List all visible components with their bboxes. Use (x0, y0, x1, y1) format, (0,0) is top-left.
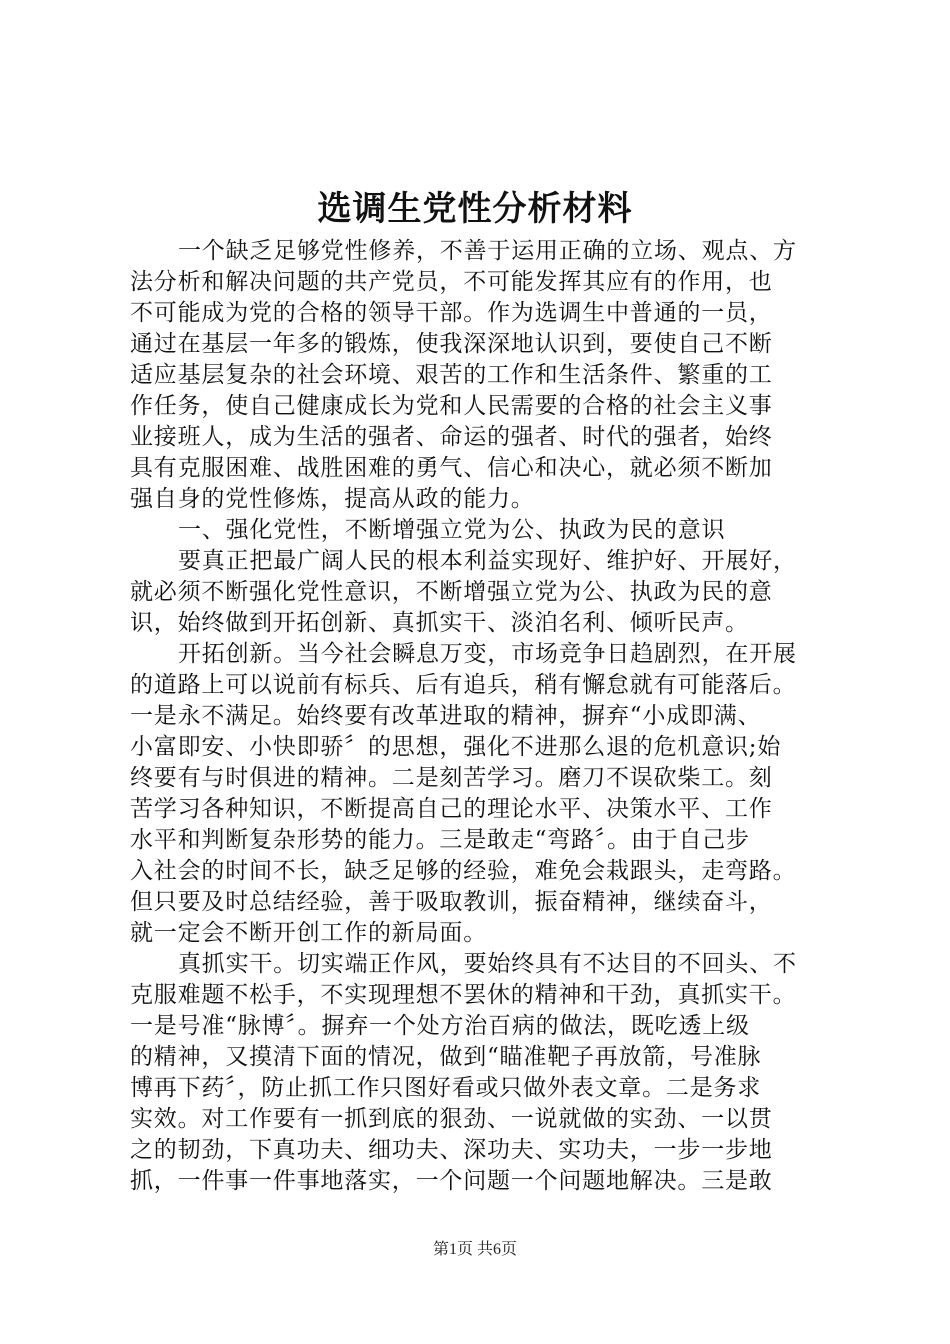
text-line: 抓，一件事一件事地落实，一个问题一个问题地解决。三是敢 (130, 1168, 773, 1194)
text-line: 识，始终做到开拓创新、真抓实干、淡泊名利、倾听民声。 (130, 610, 749, 636)
text-line: 业接班人，成为生活的强者、命运的强者、时代的强者，始终 (130, 424, 773, 450)
text-line: 一是号准“脉博〞。摒弃一个处方治百病的做法，既吃透上级 (130, 1013, 750, 1039)
document-title: 选调生党性分析材料 (317, 189, 633, 229)
text-line: 就一定会不断开创工作的新局面。 (130, 920, 487, 946)
text-line: 小富即安、小快即骄〞的思想，强化不进那么退的危机意识;始 (130, 734, 782, 760)
text-line: 适应基层复杂的社会环境、艰苦的工作和生活条件、繁重的工 (130, 362, 773, 388)
text-line: 的精神，又摸清下面的情况，做到“瞄准靶子再放箭，号准脉 (130, 1044, 762, 1070)
section-heading: 一、强化党性，不断增强立党为公、执政为民的意识 (178, 517, 726, 543)
text-line: 作任务，使自己健康成长为党和人民需要的合格的社会主义事 (130, 393, 773, 419)
text-line: 入社会的时间不长，缺乏足够的经验，难免会栽跟头，走弯路。 (130, 858, 797, 884)
document-body (130, 236, 838, 1197)
text-line: 水平和判断复杂形势的能力。三是敢走“弯路〞。由于自己步 (130, 827, 750, 853)
text-line: 一个缺乏足够党性修养，不善于运用正确的立场、观点、方 (178, 238, 797, 264)
text-line: 强自身的党性修炼，提高从政的能力。 (130, 486, 535, 512)
text-line: 就必须不断强化党性意识，不断增强立党为公、执政为民的意 (130, 579, 773, 605)
text-line: 开拓创新。当今社会瞬息万变，市场竞争日趋剧烈，在开展 (178, 641, 797, 667)
text-line: 一是永不满足。始终要有改革进取的精神，摒弃“小成即满、 (130, 703, 762, 729)
text-line: 之的韧劲，下真功夫、细功夫、深功夫、实功夫，一步一步地 (130, 1137, 773, 1163)
text-line: 真抓实干。切实端正作风，要始终具有不达目的不回头、不 (178, 951, 797, 977)
text-line: 的道路上可以说前有标兵、后有追兵，稍有懈怠就有可能落后。 (130, 672, 797, 698)
text-line: 苦学习各种知识，不断提高自己的理论水平、决策水平、工作 (130, 796, 773, 822)
text-line: 博再下药〞，防止抓工作只图好看或只做外表文章。二是务求 (130, 1075, 762, 1101)
text-line: 不可能成为党的合格的领导干部。作为选调生中普通的一员， (130, 300, 773, 326)
text-line: 实效。对工作要有一抓到底的狠劲、一说就做的实劲、一以贯 (130, 1106, 773, 1132)
text-line: 但只要及时总结经验，善于吸取教训，振奋精神，继续奋斗， (130, 889, 773, 915)
text-line: 要真正把最广阔人民的根本利益实现好、维护好、开展好， (178, 548, 797, 574)
text-line: 克服难题不松手，不实现理想不罢休的精神和干劲，真抓实干。 (130, 982, 797, 1008)
text-line: 具有克服困难、战胜困难的勇气、信心和决心，就必须不断加 (130, 455, 773, 481)
page-footer: 第1页 共6页 (432, 1241, 517, 1258)
text-line: 通过在基层一年多的锻炼，使我深深地认识到，要使自己不断 (130, 331, 773, 357)
text-line: 终要有与时俱进的精神。二是刻苦学习。磨刀不误砍柴工。刻 (130, 765, 773, 791)
text-line: 法分析和解决问题的共产党员，不可能发挥其应有的作用，也 (130, 269, 773, 295)
